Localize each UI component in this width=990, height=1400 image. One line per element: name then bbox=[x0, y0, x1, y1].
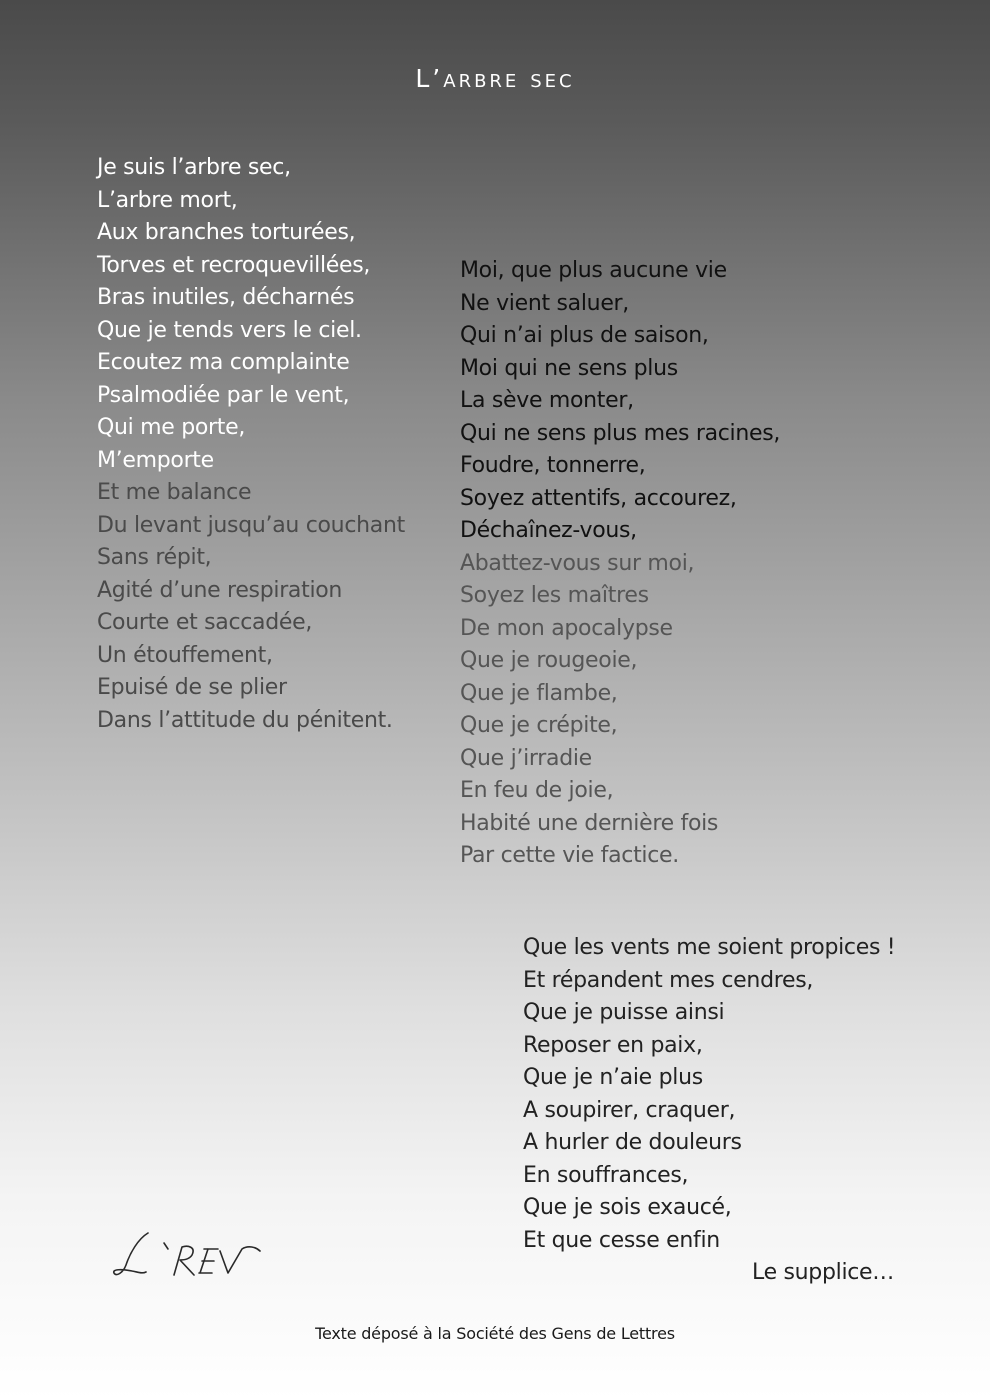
poem-line: Abattez-vous sur moi, bbox=[460, 550, 695, 576]
poem-line: Soyez les maîtres bbox=[460, 583, 649, 608]
poem-line: Que je rougeoie, bbox=[460, 648, 638, 673]
poem-line: Habité une dernière fois bbox=[460, 810, 719, 836]
stanza-1 bbox=[97, 152, 405, 737]
poem-line: Moi qui ne sens plus bbox=[460, 355, 678, 381]
poem-line: Qui ne sens plus mes racines, bbox=[460, 420, 781, 446]
poem-line: Foudre, tonnerre, bbox=[460, 453, 646, 478]
poem-line: Dans l’attitude du pénitent. bbox=[97, 707, 393, 733]
poem-line: Psalmodiée par le vent, bbox=[97, 382, 350, 408]
poem-line: Et me balance bbox=[97, 480, 252, 505]
poem-line: Je suis l’arbre sec, bbox=[97, 155, 291, 180]
poem-line: Un étouffement, bbox=[97, 642, 273, 668]
poem-line: Que les vents me soient propices ! bbox=[523, 935, 896, 960]
poem-line: Qui me porte, bbox=[97, 415, 246, 440]
poem-line: Que je tends vers le ciel. bbox=[97, 317, 362, 343]
poem-line: Torves et recroquevillées, bbox=[97, 252, 371, 278]
closing-line: Le supplice… bbox=[752, 1260, 894, 1285]
poem-line: En souffrances, bbox=[523, 1162, 689, 1188]
poem-line: La sève monter, bbox=[460, 388, 634, 413]
poem-line: Epuisé de se plier bbox=[97, 675, 287, 700]
poem-line: Sans répit, bbox=[97, 545, 212, 570]
poem-line: Moi, que plus aucune vie bbox=[460, 258, 727, 283]
poem-line: A hurler de douleurs bbox=[523, 1130, 742, 1155]
poem-line: Du levant jusqu’au couchant bbox=[97, 512, 405, 538]
poem-line: Agité d’une respiration bbox=[97, 577, 343, 603]
poem-line: Que je crépite, bbox=[460, 713, 618, 738]
poem-line: Ne vient saluer, bbox=[460, 290, 629, 316]
poem-line: Ecoutez ma complainte bbox=[97, 350, 350, 375]
poem-line: Reposer en paix, bbox=[523, 1032, 703, 1058]
stanza-2 bbox=[460, 255, 780, 873]
poem-line: Par cette vie factice. bbox=[460, 843, 679, 868]
poem-line: Soyez attentifs, accourez, bbox=[460, 485, 737, 511]
poem-line: Qui n’ai plus de saison, bbox=[460, 323, 709, 348]
poem-line: Que je flambe, bbox=[460, 680, 618, 706]
poem-line: De mon apocalypse bbox=[460, 615, 673, 641]
poem-line: Que je n’aie plus bbox=[523, 1065, 703, 1090]
poem-line: Que j’irradie bbox=[460, 745, 592, 771]
poem-line: L’arbre mort, bbox=[97, 187, 238, 213]
stanza-3 bbox=[523, 932, 895, 1257]
poem-line: Que je sois exaucé, bbox=[523, 1195, 732, 1220]
poem-line: A soupirer, craquer, bbox=[523, 1097, 736, 1123]
poem-line: Et que cesse enfin bbox=[523, 1227, 720, 1253]
poem-line: Et répandent mes cendres, bbox=[523, 967, 814, 993]
poem-line: En feu de joie, bbox=[460, 778, 614, 803]
copyright-notice: Texte déposé à la Société des Gens de Lettres bbox=[315, 1324, 675, 1343]
handwritten-signature bbox=[108, 1225, 268, 1285]
poem-line: Que je puisse ainsi bbox=[523, 1000, 725, 1025]
poem-line: Bras inutiles, décharnés bbox=[97, 285, 355, 310]
poem-line: Courte et saccadée, bbox=[97, 610, 313, 635]
poem-line: M’emporte bbox=[97, 447, 214, 473]
poem-line: Aux branches torturées, bbox=[97, 220, 356, 245]
poem-title: L’arbre sec bbox=[415, 64, 575, 93]
poem-line: Déchaînez-vous, bbox=[460, 518, 637, 543]
